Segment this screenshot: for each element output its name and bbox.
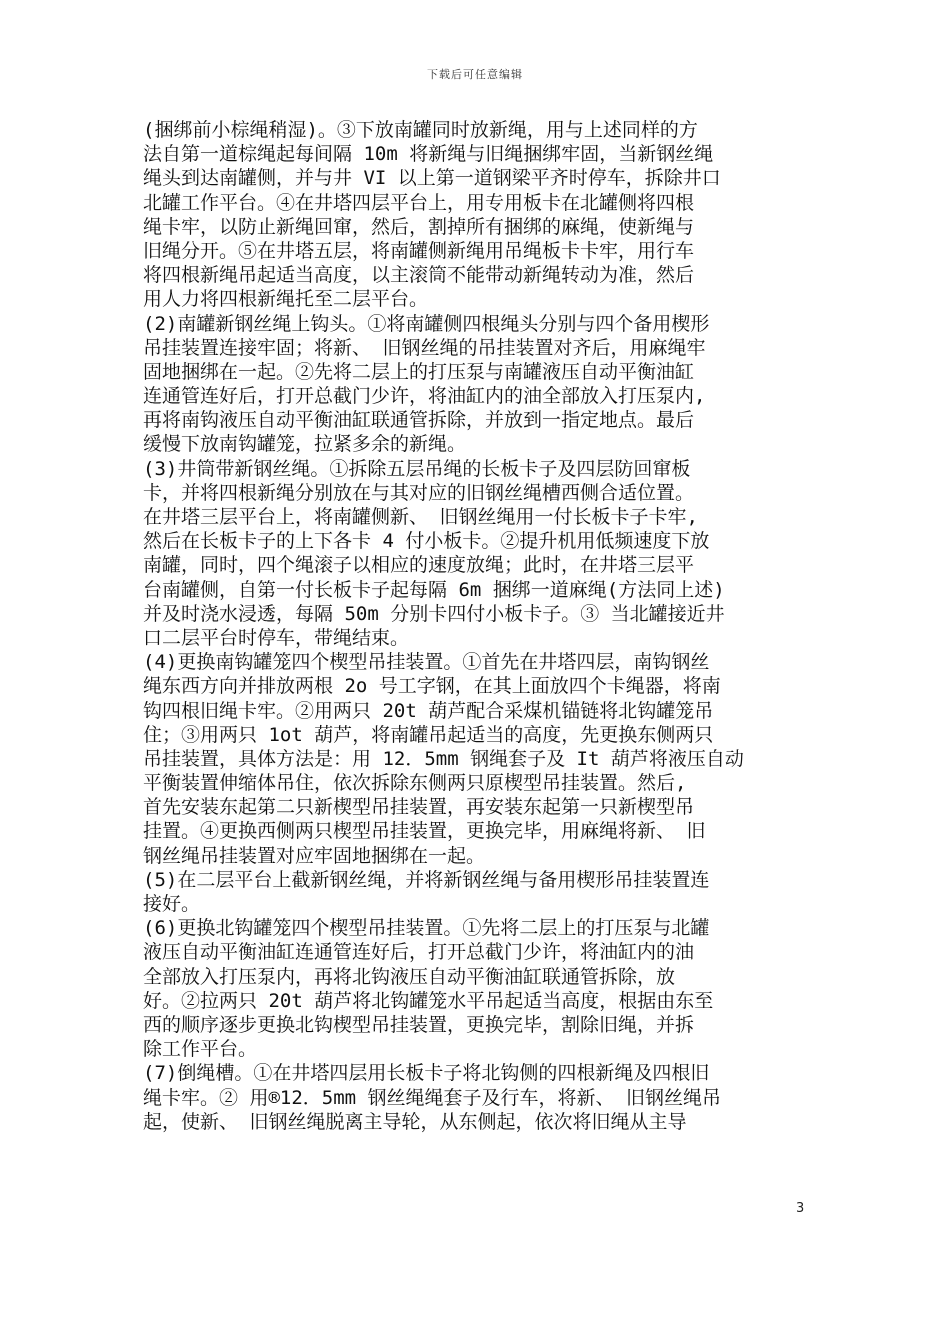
page-header: 下载后可任意编辑 <box>427 68 523 81</box>
document-body <box>143 118 815 1134</box>
text-line: 好。②拉两只 20t 葫芦将北钩罐笼水平吊起适当高度，根据由东至 <box>143 989 714 1012</box>
text-line: 吊挂装置连接牢固；将新、 旧钢丝绳的吊挂装置对齐后，用麻绳牢 <box>143 336 706 359</box>
text-line: 并及时浇水浸透，每隔 50m 分别卡四付小板卡子。③ 当北罐接近井 <box>143 602 725 625</box>
text-line: 南罐，同时，四个绳滚子以相应的速度放绳；此时，在井塔三层平 <box>143 554 695 577</box>
text-line: 台南罐侧，自第一付长板卡子起每隔 6m 捆绑一道麻绳(方法同上述) <box>143 578 725 601</box>
text-line: 平衡装置伸缩体吊住，依次拆除东侧两只原楔型吊挂装置。然后, <box>143 772 687 795</box>
text-line: 绳卡牢。② 用®12．5mm 钢丝绳绳套子及行车，将新、 旧钢丝绳吊 <box>143 1086 721 1109</box>
text-line: 绳头到达南罐侧，并与井 VI 以上第一道钢梁平齐时停车，拆除井口 <box>143 167 721 190</box>
text-line: (7)倒绳槽。①在井塔四层用长板卡子将北钩侧的四根新绳及四根旧 <box>143 1062 710 1085</box>
paragraph <box>143 312 815 457</box>
text-line: 口二层平台时停车，带绳结束。 <box>143 626 410 649</box>
text-line: 液压自动平衡油缸连通管连好后，打开总截门少许，将油缸内的油 <box>143 941 695 964</box>
text-line: 再将南钩液压自动平衡油缸联通管拆除，并放到一指定地点。最后 <box>143 409 695 432</box>
text-line: (3)井筒带新钢丝绳。①拆除五层吊绳的长板卡子及四层防回窜板 <box>143 457 691 480</box>
paragraph <box>143 118 815 312</box>
text-line: 绳卡牢，以防止新绳回窜，然后，割掉所有捆绑的麻绳，使新绳与 <box>143 215 695 238</box>
paragraph <box>143 916 815 1061</box>
text-line: (4)更换南钩罐笼四个楔型吊挂装置。①首先在井塔四层，南钩钢丝 <box>143 651 710 674</box>
text-line: 首先安装东起第二只新楔型吊挂装置，再安装东起第一只新楔型吊 <box>143 796 695 819</box>
text-line: 西的顺序逐步更换北钩楔型吊挂装置，更换完毕，割除旧绳，并拆 <box>143 1013 695 1036</box>
text-line: 钢丝绳吊挂装置对应牢固地捆绑在一起。 <box>143 844 486 867</box>
paragraph <box>143 1061 815 1134</box>
text-line: 缓慢下放南钩罐笼，拉紧多余的新绳。 <box>143 433 467 456</box>
text-line: 用人力将四根新绳托至二层平台。 <box>143 288 429 311</box>
text-line: 固地捆绑在一起。②先将二层上的打压泵与南罐液压自动平衡油缸 <box>143 360 695 383</box>
text-line: 起，使新、 旧钢丝绳脱离主导轮，从东侧起，依次将旧绳从主导 <box>143 1110 687 1133</box>
text-line: 挂置。④更换西侧两只楔型吊挂装置，更换完毕，用麻绳将新、 旧 <box>143 820 706 843</box>
page-number: 3 <box>796 1201 805 1216</box>
text-line: 然后在长板卡子的上下各卡 4 付小板卡。②提升机用低频速度下放 <box>143 530 710 553</box>
text-line: 在井塔三层平台上，将南罐侧新、 旧钢丝绳用一付长板卡子卡牢, <box>143 506 698 528</box>
paragraph <box>143 457 815 651</box>
paragraph <box>143 868 815 916</box>
text-line: 吊挂装置，具体方法是：用 12．5mm 钢绳套子及 It 葫芦将液压自动 <box>143 747 744 770</box>
text-line: 旧绳分开。⑤在井塔五层，将南罐侧新绳用吊绳板卡卡牢，用行车 <box>143 239 695 262</box>
text-line: (5)在二层平台上截新钢丝绳，并将新钢丝绳与备用楔形吊挂装置连 <box>143 868 710 891</box>
text-line: 除工作平台。 <box>143 1038 258 1061</box>
text-line: (6)更换北钩罐笼四个楔型吊挂装置。①先将二层上的打压泵与北罐 <box>143 917 710 940</box>
text-line: 卡，并将四根新绳分别放在与其对应的旧钢丝绳槽西侧合适位置。 <box>143 481 695 504</box>
text-line: 接好。 <box>143 893 201 915</box>
text-line: (2)南罐新钢丝绳上钩头。①将南罐侧四根绳头分别与四个备用楔形 <box>143 312 710 335</box>
text-line: 全部放入打压泵内，再将北钩液压自动平衡油缸联通管拆除，放 <box>143 965 676 988</box>
text-line: 连通管连好后，打开总截门少许，将油缸内的油全部放入打压泵内, <box>143 385 706 408</box>
text-line: 法自第一道棕绳起每间隔 10m 将新绳与旧绳捆绑牢固，当新钢丝绳 <box>143 143 714 166</box>
text-line: (捆绑前小棕绳稍湿)。③下放南罐同时放新绳，用与上述同样的方 <box>143 119 698 141</box>
text-line: 将四根新绳吊起适当高度，以主滚筒不能带动新绳转动为准，然后 <box>143 264 695 287</box>
paragraph <box>143 650 815 868</box>
text-line: 钩四根旧绳卡牢。②用两只 20t 葫芦配合采煤机锚链将北钩罐笼吊 <box>143 699 714 722</box>
text-line: 北罐工作平台。④在井塔四层平台上，用专用板卡在北罐侧将四根 <box>143 191 695 214</box>
text-line: 住；③用两只 1ot 葫芦，将南罐吊起适当的高度，先更换东侧两只 <box>143 723 714 746</box>
text-line: 绳东西方向并排放两根 2o 号工字钢，在其上面放四个卡绳器，将南 <box>143 675 721 698</box>
